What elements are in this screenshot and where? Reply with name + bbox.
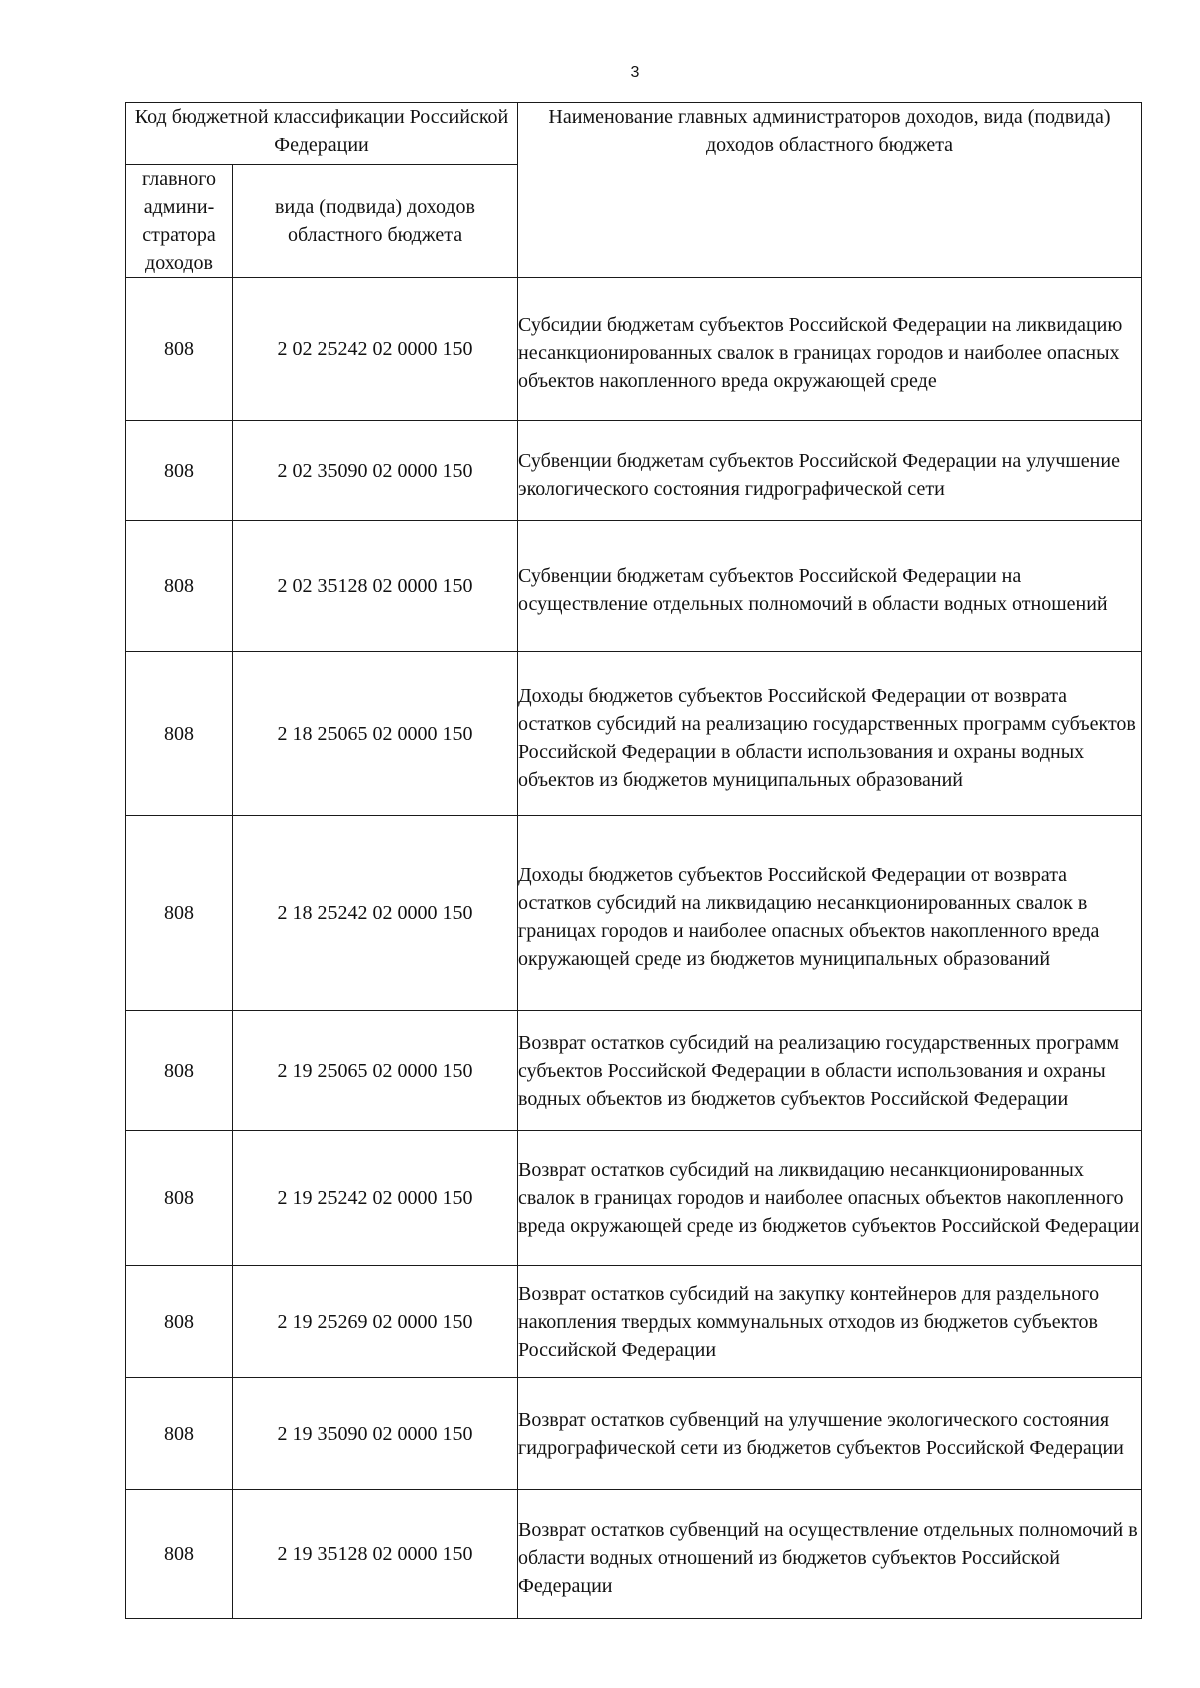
income-name-cell: Субвенции бюджетам субъектов Российской Федерации на осуществление отдельных полномочий в области водных отношений	[518, 521, 1142, 652]
income-code-cell: 2 02 25242 02 0000 150	[233, 278, 518, 421]
header-income-type: вида (подвида) доходов областного бюджета	[233, 165, 518, 278]
income-code-cell: 2 19 35090 02 0000 150	[233, 1378, 518, 1490]
administrator-code-cell: 808	[126, 278, 233, 421]
income-name-cell: Доходы бюджетов субъектов Российской Федерации от возврата остатков субсидий на ликвидацию несанкционированных свалок в границах городов и наиболее опасных объектов накопленного вреда окружающей среде из бюджетов муниципальных образований	[518, 816, 1142, 1011]
table-row	[126, 816, 1142, 1011]
table-row	[126, 1490, 1142, 1619]
income-code-cell: 2 02 35090 02 0000 150	[233, 421, 518, 521]
table-row	[126, 521, 1142, 652]
administrator-code-cell: 808	[126, 1011, 233, 1131]
administrator-code-cell: 808	[126, 652, 233, 816]
administrator-code-cell: 808	[126, 1131, 233, 1266]
table-row	[126, 1011, 1142, 1131]
income-code-cell: 2 02 35128 02 0000 150	[233, 521, 518, 652]
administrator-code-cell: 808	[126, 421, 233, 521]
income-code-cell: 2 19 25269 02 0000 150	[233, 1266, 518, 1378]
income-name-cell: Возврат остатков субсидий на ликвидацию несанкционированных свалок в границах городов и наиболее опасных объектов накопленного вреда окружающей среде из бюджетов субъектов Российской Федерации	[518, 1131, 1142, 1266]
income-name-cell: Субсидии бюджетам субъектов Российской Федерации на ликвидацию несанкционированных свалок в границах городов и наиболее опасных объектов накопленного вреда окружающей среде	[518, 278, 1142, 421]
income-code-cell: 2 19 25065 02 0000 150	[233, 1011, 518, 1131]
income-name-cell: Субвенции бюджетам субъектов Российской Федерации на улучшение экологического состояния гидрографической сети	[518, 421, 1142, 521]
income-name-cell: Возврат остатков субвенций на улучшение экологического состояния гидрографической сети из бюджетов субъектов Российской Федерации	[518, 1378, 1142, 1490]
income-name-cell: Возврат остатков субсидий на закупку контейнеров для раздельного накопления твердых коммунальных отходов из бюджетов субъектов Российской Федерации	[518, 1266, 1142, 1378]
table-row	[126, 278, 1142, 421]
income-code-cell: 2 19 25242 02 0000 150	[233, 1131, 518, 1266]
table-row	[126, 1131, 1142, 1266]
budget-classification-table	[125, 102, 1142, 1619]
page-number: 3	[630, 64, 640, 81]
header-main-administrator: главного админи-стратора доходов	[126, 165, 233, 278]
header-administrator-name: Наименование главных администраторов доходов, вида (подвида) доходов областного бюджета	[518, 103, 1142, 278]
administrator-code-cell: 808	[126, 1378, 233, 1490]
administrator-code-cell: 808	[126, 521, 233, 652]
table-row	[126, 1378, 1142, 1490]
income-code-cell: 2 19 35128 02 0000 150	[233, 1490, 518, 1619]
table-row	[126, 652, 1142, 816]
administrator-code-cell: 808	[126, 816, 233, 1011]
income-code-cell: 2 18 25242 02 0000 150	[233, 816, 518, 1011]
income-code-cell: 2 18 25065 02 0000 150	[233, 652, 518, 816]
header-budget-code-group: Код бюджетной классификации Российской Федерации	[126, 103, 518, 165]
table-header	[126, 103, 1142, 278]
income-name-cell: Возврат остатков субвенций на осуществление отдельных полномочий в области водных отношений из бюджетов субъектов Российской Федерации	[518, 1490, 1142, 1619]
administrator-code-cell: 808	[126, 1490, 233, 1619]
administrator-code-cell: 808	[126, 1266, 233, 1378]
table-row	[126, 1266, 1142, 1378]
table-row	[126, 421, 1142, 521]
income-name-cell: Возврат остатков субсидий на реализацию государственных программ субъектов Российской Федерации в области использования и охраны водных объектов из бюджетов субъектов Российской Федерации	[518, 1011, 1142, 1131]
income-name-cell: Доходы бюджетов субъектов Российской Федерации от возврата остатков субсидий на реализацию государственных программ субъектов Российской Федерации в области использования и охраны водных объектов из бюджетов муниципальных образований	[518, 652, 1142, 816]
